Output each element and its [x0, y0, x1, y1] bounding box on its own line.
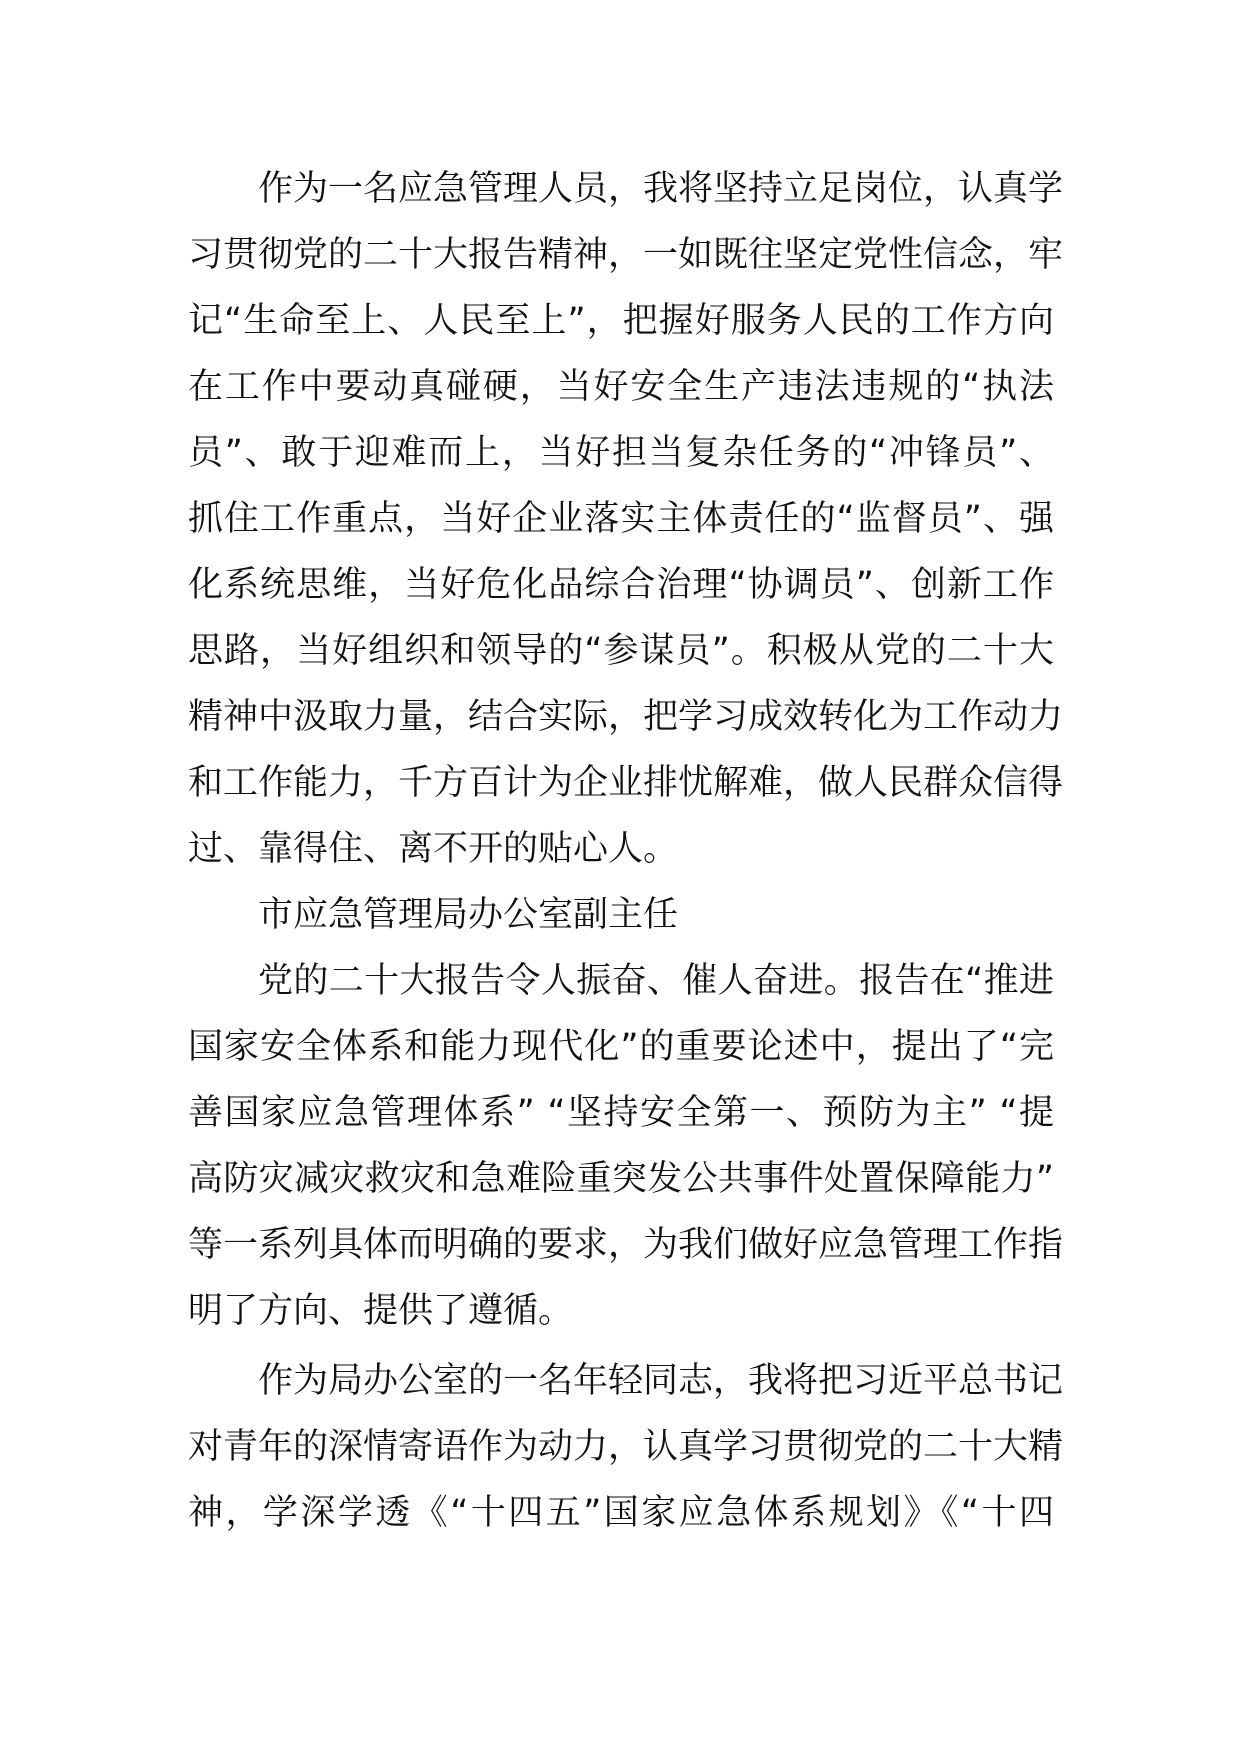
text-line: 过、靠得住、离不开的贴心人。: [188, 829, 679, 869]
text-line: 等一系列具体而明确的要求，为我们做好应急管理工作指: [188, 1225, 1064, 1265]
text-line: 作为局办公室的一名年轻同志，我将把习近平总书记: [258, 1361, 1064, 1401]
text-line: 善国家应急管理体系” “坚持安全第一、预防为主” “提: [188, 1093, 1054, 1133]
paragraph-1: [188, 156, 1064, 882]
text-line: 化系统思维，当好危化品综合治理“协调员”、创新工作: [188, 565, 1054, 605]
paragraph-3: [188, 1348, 1064, 1546]
text-line: 国家安全体系和能力现代化”的重要论述中，提出了“完: [188, 1027, 1054, 1067]
text-line: 记“生命至上、人民至上”，把握好服务人民的工作方向: [188, 301, 1054, 341]
text-line: 在工作中要动真碰硬，当好安全生产违法违规的“执法: [188, 367, 1054, 407]
text-line: 高防灾减灾救灾和急难险重突发公共事件处置保障能力”: [188, 1159, 1054, 1199]
text-line: 和工作能力，千方百计为企业排忧解难，做人民群众信得: [188, 763, 1064, 803]
text-line: 抓住工作重点，当好企业落实主体责任的“监督员”、强: [188, 499, 1054, 539]
text-line: 员”、敢于迎难而上，当好担当复杂任务的“冲锋员”、: [188, 433, 1054, 473]
text-line: 党的二十大报告令人振奋、催人奋进。报告在“推进: [258, 961, 1054, 1001]
text-line: 思路，当好组织和领导的“参谋员”。积极从党的二十大: [188, 631, 1054, 671]
text-line: 习贯彻党的二十大报告精神，一如既往坚定党性信念，牢: [188, 235, 1064, 275]
text-line: 明了方向、提供了遵循。: [188, 1291, 574, 1331]
text-line: 神，学深学透《“十四五”国家应急体系规划》《“十四: [188, 1493, 1054, 1533]
author-title: [188, 882, 1054, 948]
text-line: 精神中汲取力量，结合实际，把学习成效转化为工作动力: [188, 697, 1064, 737]
text-line: 对青年的深情寄语作为动力，认真学习贯彻党的二十大精: [188, 1427, 1064, 1467]
document-page: [188, 156, 1064, 1546]
author-title-text: 市应急管理局办公室副主任: [258, 895, 679, 935]
text-line: 作为一名应急管理人员，我将坚持立足岗位，认真学: [258, 169, 1064, 209]
paragraph-2: [188, 948, 1064, 1344]
